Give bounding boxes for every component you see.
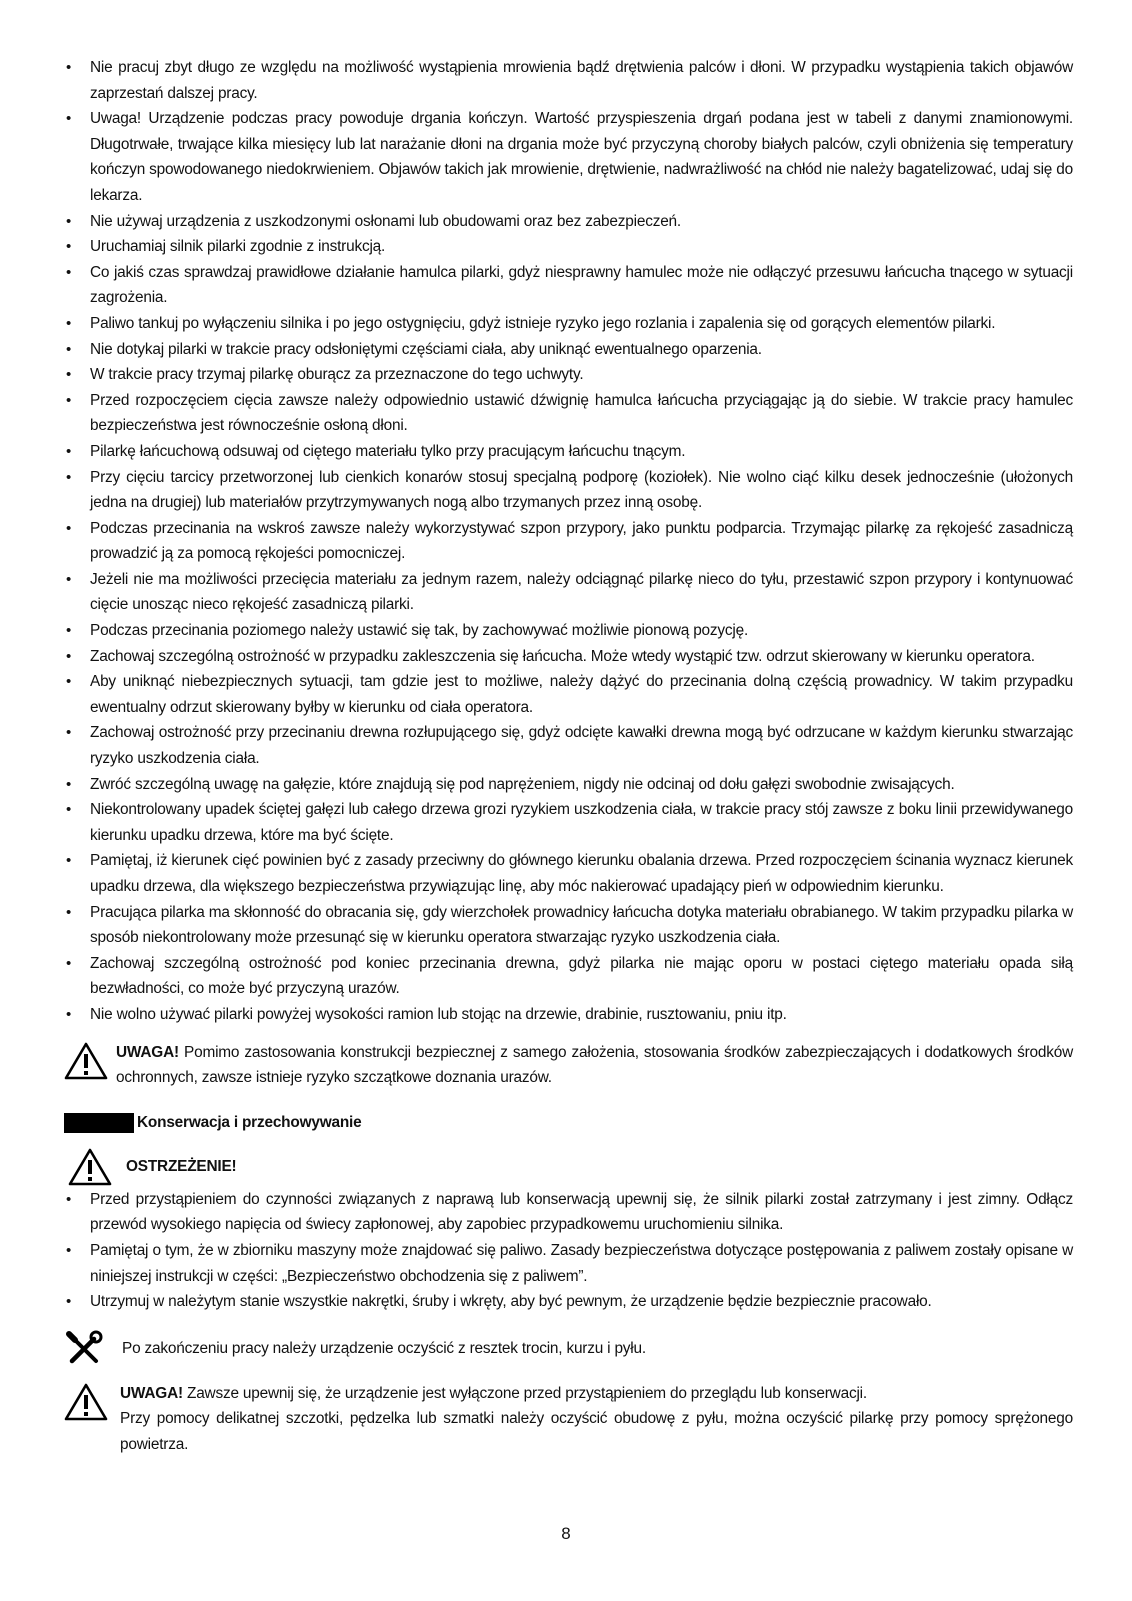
bullet-item: • Paliwo tankuj po wyłączeniu silnika i po jego ostygnięciu, gdyż istnieje ryzyko jego rozlania i zapalenia się od gorących elementów pilarki. [64, 311, 1073, 337]
maintenance-bullet-list [64, 1187, 1073, 1315]
bullet-item: • Zachowaj ostrożność przy przecinaniu drewna rozłupującego się, gdyż odcięte kawałki drewna mogą być odrzucane w każdym kierunku stwarzając ryzyko uszkodzenia ciała. [64, 720, 1073, 771]
safety-bullet-list [64, 55, 1073, 1028]
bullet-item: • Niekontrolowany upadek ściętej gałęzi lub całego drzewa grozi ryzykiem uszkodzenia ciała, w trakcie pracy stój zawsze z boku linii przewidywanego kierunku upadku drzewa, które ma być ścięte. [64, 797, 1073, 848]
warning-triangle-icon [64, 1383, 108, 1421]
bullet-item: • Podczas przecinania na wskroś zawsze należy wykorzystywać szpon przypory, jako punktu podparcia. Trzymając pilarkę za rękojeść zasadniczą prowadzić ją za pomocą rękojeści pomocniczej. [64, 516, 1073, 567]
bullet-item: • Zwróć szczególną uwagę na gałęzie, które znajdują się pod naprężeniem, nigdy nie odcinaj od dołu gałęzi swobodnie zwisających. [64, 772, 1073, 798]
bullet-item: • Nie pracuj zbyt długo ze względu na możliwość wystąpienia mrowienia bądź drętwienia palców i dłoni. W przypadku wystąpienia takich objawów zaprzestań dalszej pracy. [64, 55, 1073, 106]
bullet-item: • Pamiętaj, iż kierunek cięć powinien być z zasady przeciwny do głównego kierunku obalania drzewa. Przed rozpoczęciem ścinania wyznacz kierunek upadku drzewa, dla większego bezpieczeństwa przywiązując linę, aby móc nakierować upadający pień w odpowiednim kierunku. [64, 848, 1073, 899]
page-number: 8 [561, 1524, 571, 1543]
bullet-item: • Uwaga! Urządzenie podczas pracy powoduje drgania kończyn. Wartość przyspieszenia drgań podana jest w tabeli z danymi znamionowymi. Długotrwałe, trwające kilka miesięcy lub lat narażanie dłoni na drgania może być przyczyną choroby białych palców, czyli obniżenia się temperatury kończyn spowodowanego niedokrwieniem. Objawów takich jak mrowienie, drętwienie, nadwrażliwość na chłód nie należy bagatelizować, udaj się do lekarza. [64, 106, 1073, 208]
bullet-item: • Uruchamiaj silnik pilarki zgodnie z instrukcją. [64, 234, 1073, 260]
warning-label: OSTRZEŻENIE! [126, 1157, 237, 1175]
document-page [64, 55, 1073, 1458]
warning-text: Pomimo zastosowania konstrukcji bezpiecznej z samego założenia, stosowania środków zabezpieczających i dodatkowych środków ochronnych, zawsze istnieje ryzyko szczątkowe doznania urazów. [116, 1043, 1073, 1087]
bullet-item: • Pamiętaj o tym, że w zbiorniku maszyny może znajdować się paliwo. Zasady bezpieczeństwa dotyczące postępowania z paliwem zostały opisane w niniejszej instrukcji w części: „Bezpieczeństwo obchodzenia się z paliwem”. [64, 1238, 1073, 1289]
cleaning-note-text: Po zakończeniu pracy należy urządzenie oczyścić z resztek trocin, kurzu i pyłu. [122, 1339, 646, 1357]
bullet-item: • W trakcie pracy trzymaj pilarkę oburącz za przeznaczone do tego uchwyty. [64, 362, 1073, 388]
inspection-warning-text [120, 1381, 1073, 1458]
maintenance-warning-header [64, 1147, 1073, 1187]
bullet-item: • Przed rozpoczęciem cięcia zawsze należy odpowiednio ustawić dźwignię hamulca łańcucha przyciągając ją do siebie. W trakcie pracy hamulec bezpieczeństwa jest równocześnie osłoną dłoni. [64, 388, 1073, 439]
warning-label: UWAGA! [120, 1384, 183, 1402]
bullet-item: • Zachowaj szczególną ostrożność w przypadku zakleszczenia się łańcucha. Może wtedy wystąpić tzw. odrzut skierowany w kierunku operatora. [64, 644, 1073, 670]
bullet-item: • Nie wolno używać pilarki powyżej wysokości ramion lub stojąc na drzewie, drabinie, rusztowaniu, pniu itp. [64, 1002, 1073, 1028]
cleaning-note [64, 1329, 1073, 1369]
bullet-item: • Jeżeli nie ma możliwości przecięcia materiału za jednym razem, należy odciągnąć pilarkę nieco do tyłu, przestawić szpon przypory i kontynuować cięcie unosząc nieco rękojeść zasadniczą pilarki. [64, 567, 1073, 618]
bullet-item: • Pilarkę łańcuchową odsuwaj od ciętego materiału tylko przy pracującym łańcuchu tnącym. [64, 439, 1073, 465]
bullet-item: • Co jakiś czas sprawdzaj prawidłowe działanie hamulca pilarki, gdyż niesprawny hamulec może nie odłączyć przesuwu łańcucha tnącego w sytuacji zagrożenia. [64, 260, 1073, 311]
bullet-item: • Nie używaj urządzenia z uszkodzonymi osłonami lub obudowami oraz bez zabezpieczeń. [64, 209, 1073, 235]
warning-text: Zawsze upewnij się, że urządzenie jest wyłączone przed przystąpieniem do przeglądu lub konserwacji. [182, 1384, 867, 1402]
bullet-item: • Zachowaj szczególną ostrożność pod koniec przecinania drewna, gdyż pilarka nie mając oporu w postaci ciętego materiału opada siłą bezwładności, co może być przyczyną urazów. [64, 951, 1073, 1002]
bullet-item: • Pracująca pilarka ma skłonność do obracania się, gdy wierzchołek prowadnicy łańcucha dotyka materiału obrabianego. W takim przypadku pilarka w sposób niekontrolowany może przesunąć się w kierunku operatora stwarzając ryzyko uszkodzenia ciała. [64, 900, 1073, 951]
bullet-item: • Przed przystąpieniem do czynności związanych z naprawą lub konserwacją upewnij się, że silnik pilarki został zatrzymany i jest zimny. Odłącz przewód wysokiego napięcia od świecy zapłonowej, aby zapobiec przypadkowemu uruchomieniu silnika. [64, 1187, 1073, 1238]
section-heading [64, 1111, 1073, 1135]
warning-label: UWAGA! [116, 1043, 179, 1061]
warning-triangle-icon [68, 1148, 112, 1186]
residual-risk-warning [64, 1040, 1073, 1091]
cleaning-instructions: Przy pomocy delikatnej szczotki, pędzelka lub szmatki należy oczyścić obudowę z pyłu, można oczyścić pilarkę przy pomocy sprężonego powietrza. [120, 1410, 1073, 1453]
bullet-item: • Podczas przecinania poziomego należy ustawić się tak, by zachowywać możliwie pionową pozycję. [64, 618, 1073, 644]
warning-triangle-icon [64, 1042, 108, 1080]
bullet-item: • Aby uniknąć niebezpiecznych sytuacji, tam gdzie jest to możliwe, należy dążyć do przecinania dolną częścią prowadnicy. W takim przypadku ewentualny odrzut skierowany byłby w kierunku od ciała operatora. [64, 669, 1073, 720]
section-marker-bar [64, 1113, 134, 1133]
bullet-item: • Przy cięciu tarcicy przetworzonej lub cienkich konarów stosuj specjalną podporę (koziołek). Nie wolno ciąć kilku desek jednocześnie (ułożonych jedna na drugiej) lub materiałów przytrzymywanych nogą albo trzymanych przez inną osobę. [64, 465, 1073, 516]
bullet-item: • Utrzymuj w należytym stanie wszystkie nakrętki, śruby i wkręty, aby być pewnym, że urządzenie będzie bezpiecznie pracowało. [64, 1289, 1073, 1315]
section-title: Konserwacja i przechowywanie [137, 1113, 362, 1131]
wrench-screwdriver-icon [64, 1329, 104, 1369]
inspection-warning [64, 1381, 1073, 1458]
bullet-item: • Nie dotykaj pilarki w trakcie pracy odsłoniętymi częściami ciała, aby uniknąć ewentualnego oparzenia. [64, 337, 1073, 363]
